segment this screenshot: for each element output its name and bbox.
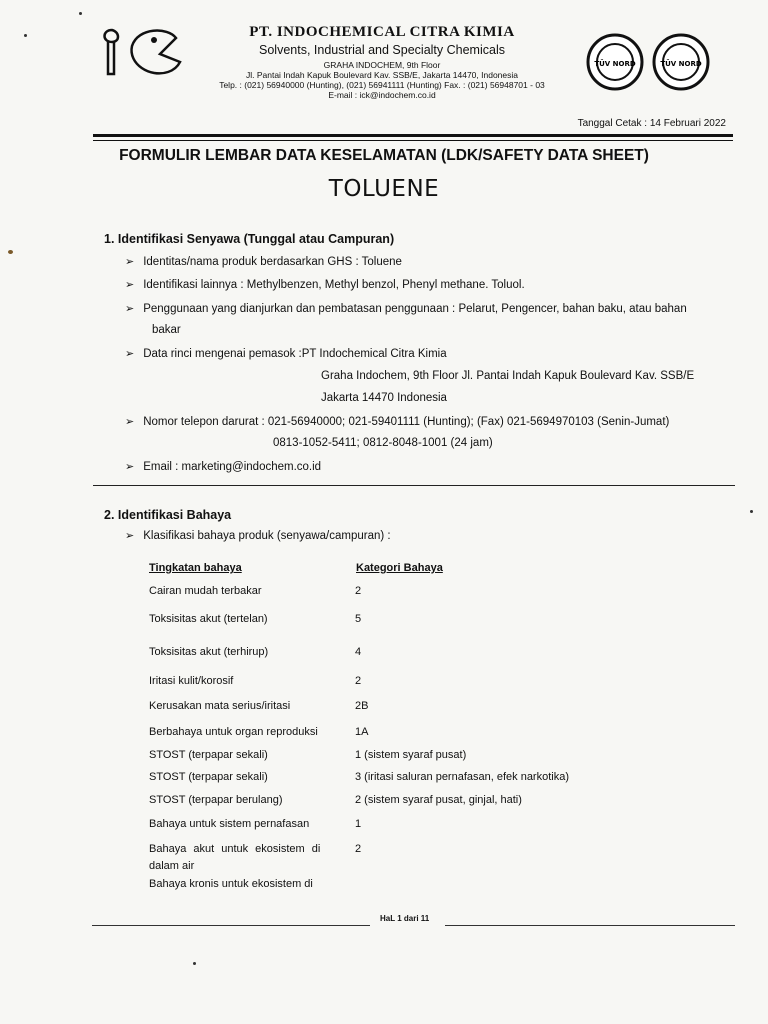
- arrow-bullet-icon: ➢: [125, 530, 135, 542]
- product-title: TOLUENE: [328, 176, 440, 202]
- supplier-address-line-1: Graha Indochem, 9th Floor Jl. Pantai Indah Kapuk Boulevard Kav. SSB/E: [321, 370, 695, 382]
- table-row-category: 1: [355, 818, 362, 830]
- arrow-bullet-icon: ➢: [125, 416, 135, 428]
- scan-speck: [8, 250, 13, 254]
- header-divider: [93, 134, 733, 137]
- phone-continuation: 0813-1052-5411; 0812-8048-1001 (24 jam): [273, 437, 493, 449]
- certification-seals: [585, 33, 715, 91]
- table-row-level: Bahaya untuk sistem pernafasan: [149, 818, 310, 830]
- seal-2-text: TÜV NORD: [660, 60, 702, 68]
- company-logo: [98, 24, 190, 80]
- table-header-level: Tingkatan bahaya: [149, 562, 242, 574]
- table-row-category: 2 (sistem syaraf pusat, ginjal, hati): [355, 794, 522, 806]
- arrow-bullet-icon: ➢: [125, 303, 135, 315]
- table-header-category: Kategori Bahaya: [356, 562, 443, 574]
- table-row-category: 1 (sistem syaraf pusat): [355, 749, 467, 761]
- list-item: ➢ Penggunaan yang dianjurkan dan pembatasan penggunaan : Pelarut, Pengencer, bahan baku, atau bahan: [125, 303, 687, 315]
- list-item: ➢ Identitas/nama produk berdasarkan GHS : Toluene: [125, 256, 402, 268]
- table-row-level: Cairan mudah terbakar: [149, 585, 262, 597]
- company-email: E-mail : ick@indochem.co.id: [328, 90, 436, 100]
- company-tagline: Solvents, Industrial and Specialty Chemicals: [259, 43, 505, 57]
- company-name: PT. INDOCHEMICAL CITRA KIMIA: [249, 24, 515, 40]
- scan-speck: [79, 12, 82, 15]
- table-row-category: 1A: [355, 726, 369, 738]
- list-item: ➢ Nomor telepon darurat : 021-56940000; 021-59401111 (Hunting); (Fax) 021-5694970103 (Senin-Jumat): [125, 416, 670, 428]
- table-row-category: 4: [355, 646, 362, 658]
- list-item: ➢ Klasifikasi bahaya produk (senyawa/campuran) :: [125, 530, 391, 542]
- section-1-heading: 1. Identifikasi Senyawa (Tunggal atau Campuran): [104, 232, 395, 246]
- header-divider-thin: [93, 140, 733, 141]
- company-phone: Telp. : (021) 56940000 (Hunting), (021) 56941111 (Hunting) Fax. : (021) 56948701 - 03: [219, 80, 545, 90]
- scan-speck: [193, 962, 196, 965]
- footer-rule-right: [445, 925, 735, 926]
- list-item: ➢ Email : marketing@indochem.co.id: [125, 461, 322, 473]
- arrow-bullet-icon: ➢: [125, 461, 135, 473]
- table-row-level: Berbahaya untuk organ reproduksi: [149, 726, 318, 738]
- company-address: Jl. Pantai Indah Kapuk Boulevard Kav. SSB/E, Jakarta 14470, Indonesia: [245, 70, 519, 80]
- list-item: ➢ Data rinci mengenai pemasok :PT Indochemical Citra Kimia: [125, 348, 447, 360]
- table-row-category: 2: [355, 843, 362, 855]
- seal-1-text: TÜV NORD: [594, 60, 636, 68]
- company-building: GRAHA INDOCHEM, 9th Floor: [323, 60, 441, 70]
- table-row-category: 3 (iritasi saluran pernafasan, efek narkotika): [355, 771, 569, 783]
- table-row-level: Toksisitas akut (tertelan): [149, 613, 268, 625]
- table-row-category: 2B: [355, 700, 369, 712]
- section-2-heading: 2. Identifikasi Bahaya: [104, 508, 232, 522]
- table-row-level: Bahaya akut untuk ekosistem di: [149, 843, 321, 855]
- page-number: HaL 1 dari 11: [380, 914, 430, 923]
- list-item-continuation: bakar: [152, 324, 181, 336]
- table-row-level: STOST (terpapar sekali): [149, 771, 268, 783]
- table-row-level: Toksisitas akut (terhirup): [149, 646, 269, 658]
- company-header: [192, 24, 572, 100]
- table-row-level: Kerusakan mata serius/iritasi: [149, 700, 291, 712]
- list-item: ➢ Identifikasi lainnya : Methylbenzen, Methyl benzol, Phenyl methane. Toluol.: [125, 279, 525, 291]
- table-row-level: STOST (terpapar sekali): [149, 749, 268, 761]
- footer-rule-left: [92, 925, 370, 926]
- table-row-level: Bahaya kronis untuk ekosistem di: [149, 878, 313, 890]
- arrow-bullet-icon: ➢: [125, 256, 135, 268]
- section-divider: [93, 485, 735, 486]
- scan-speck: [750, 510, 753, 513]
- table-row-level-continuation: dalam air: [149, 860, 195, 872]
- arrow-bullet-icon: ➢: [125, 348, 135, 360]
- table-row-level: STOST (terpapar berulang): [149, 794, 283, 806]
- supplier-address-line-2: Jakarta 14470 Indonesia: [321, 392, 447, 404]
- print-date: Tanggal Cetak : 14 Februari 2022: [577, 118, 726, 129]
- form-title: FORMULIR LEMBAR DATA KESELAMATAN (LDK/SAFETY DATA SHEET): [119, 147, 649, 164]
- scan-speck: [24, 34, 27, 37]
- table-row-category: 2: [355, 675, 362, 687]
- table-row-category: 2: [355, 585, 362, 597]
- table-row-category: 5: [355, 613, 362, 625]
- table-row-level: Iritasi kulit/korosif: [149, 675, 234, 687]
- arrow-bullet-icon: ➢: [125, 279, 135, 291]
